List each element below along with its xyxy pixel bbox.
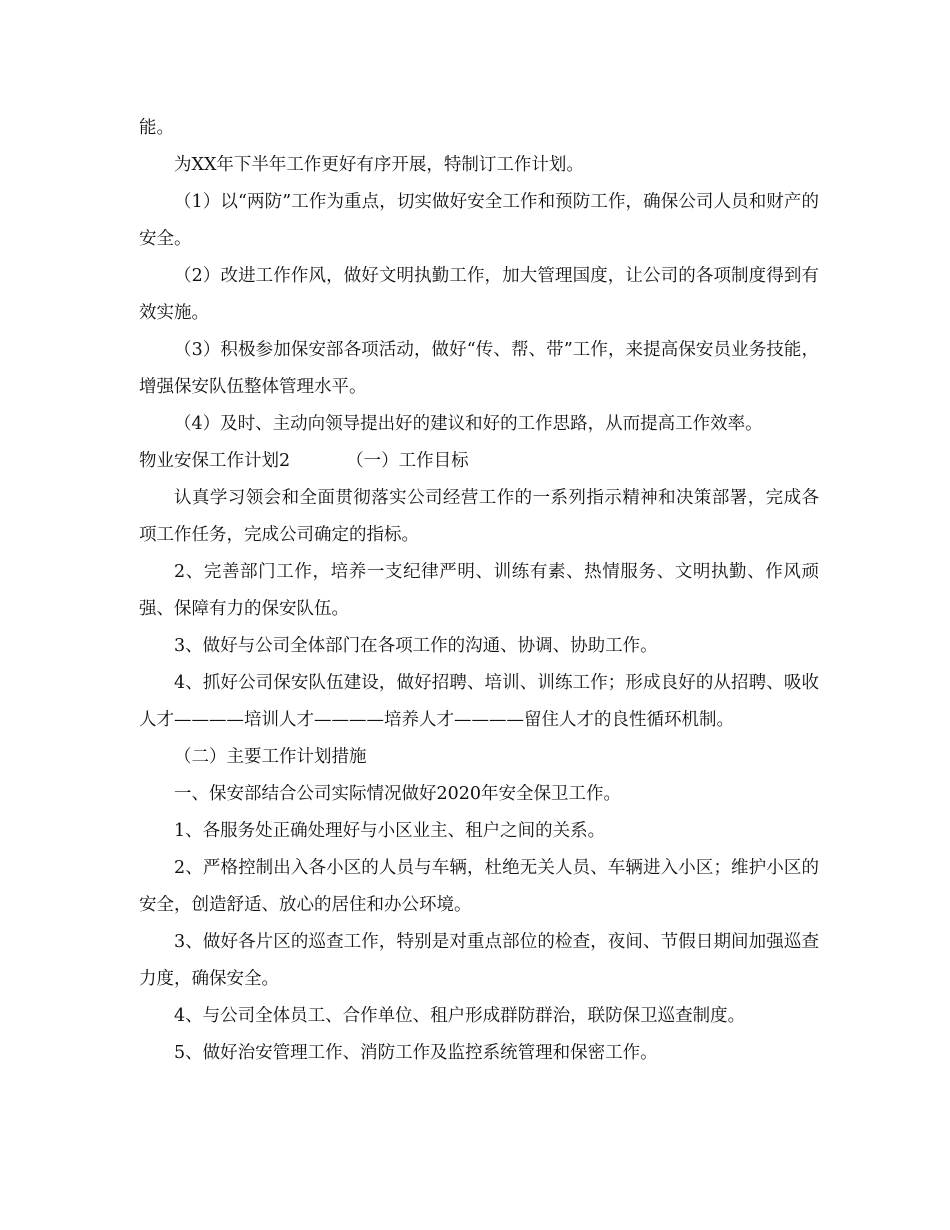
paragraph-measure-4: 4、与公司全体员工、合作单位、租户形成群防群治，联防保卫巡查制度。 [174,1006,746,1026]
paragraph-intro: 为XX年下半年工作更好有序开展，特制订工作计划。 [174,155,584,175]
paragraph-measure-2: 2、严格控制出入各小区的人员与车辆，杜绝无关人员、车辆进入小区；维护小区的安全，创造舒适、放心的居住和办公环境。 [139,858,819,915]
paragraph-item-4: （4）及时、主动向领导提出好的建议和好的工作思路，从而提高工作效率。 [174,414,763,434]
paragraph-item-2: （2）改进工作作风，做好文明执勤工作，加大管理国度，让公司的各项制度得到有效实施。 [139,266,819,323]
paragraph-measures-heading: （二）主要工作计划措施 [174,747,367,767]
paragraph-item-3: （3）积极参加保安部各项活动，做好“传、帮、带”工作，来提高保安员业务技能，增强保安队伍整体管理水平。 [139,340,819,397]
paragraph-measure-main: 一、保安部结合公司实际情况做好2020年安全保卫工作。 [174,784,622,804]
section-title: 物业安保工作计划2 [139,451,291,471]
paragraph-measure-3: 3、做好各片区的巡查工作，特别是对重点部位的检查，夜间、节假日期间加强巡查力度，确保安全。 [139,932,819,989]
paragraph-goal-4: 4、抓好公司保安队伍建设，做好招聘、培训、训练工作；形成良好的从招聘、吸收人才————培训人才————培养人才————留住人才的良性循环机制。 [139,673,819,730]
paragraph-measure-5: 5、做好治安管理工作、消防工作及监控系统管理和保密工作。 [174,1043,658,1063]
document-body [139,110,819,1072]
paragraph-goal: 认真学习领会和全面贯彻落实公司经营工作的一系列指示精神和决策部署，完成各项工作任务，完成公司确定的指标。 [139,488,819,545]
paragraph-goal-3: 3、做好与公司全体部门在各项工作的沟通、协调、协助工作。 [174,636,658,656]
section-heading [139,443,819,480]
paragraph-measure-1: 1、各服务处正确处理好与小区业主、租户之间的关系。 [174,821,606,841]
paragraph-item-1: （1）以“两防”工作为重点，切实做好安全工作和预防工作，确保公司人员和财产的安全。 [139,192,819,249]
section-subtitle: （一）工作目标 [346,451,469,471]
paragraph-goal-2: 2、完善部门工作，培养一支纪律严明、训练有素、热情服务、文明执勤、作风顽强、保障有力的保安队伍。 [139,562,819,619]
paragraph-continuation: 能。 [139,118,174,138]
heading-gap [290,443,346,480]
